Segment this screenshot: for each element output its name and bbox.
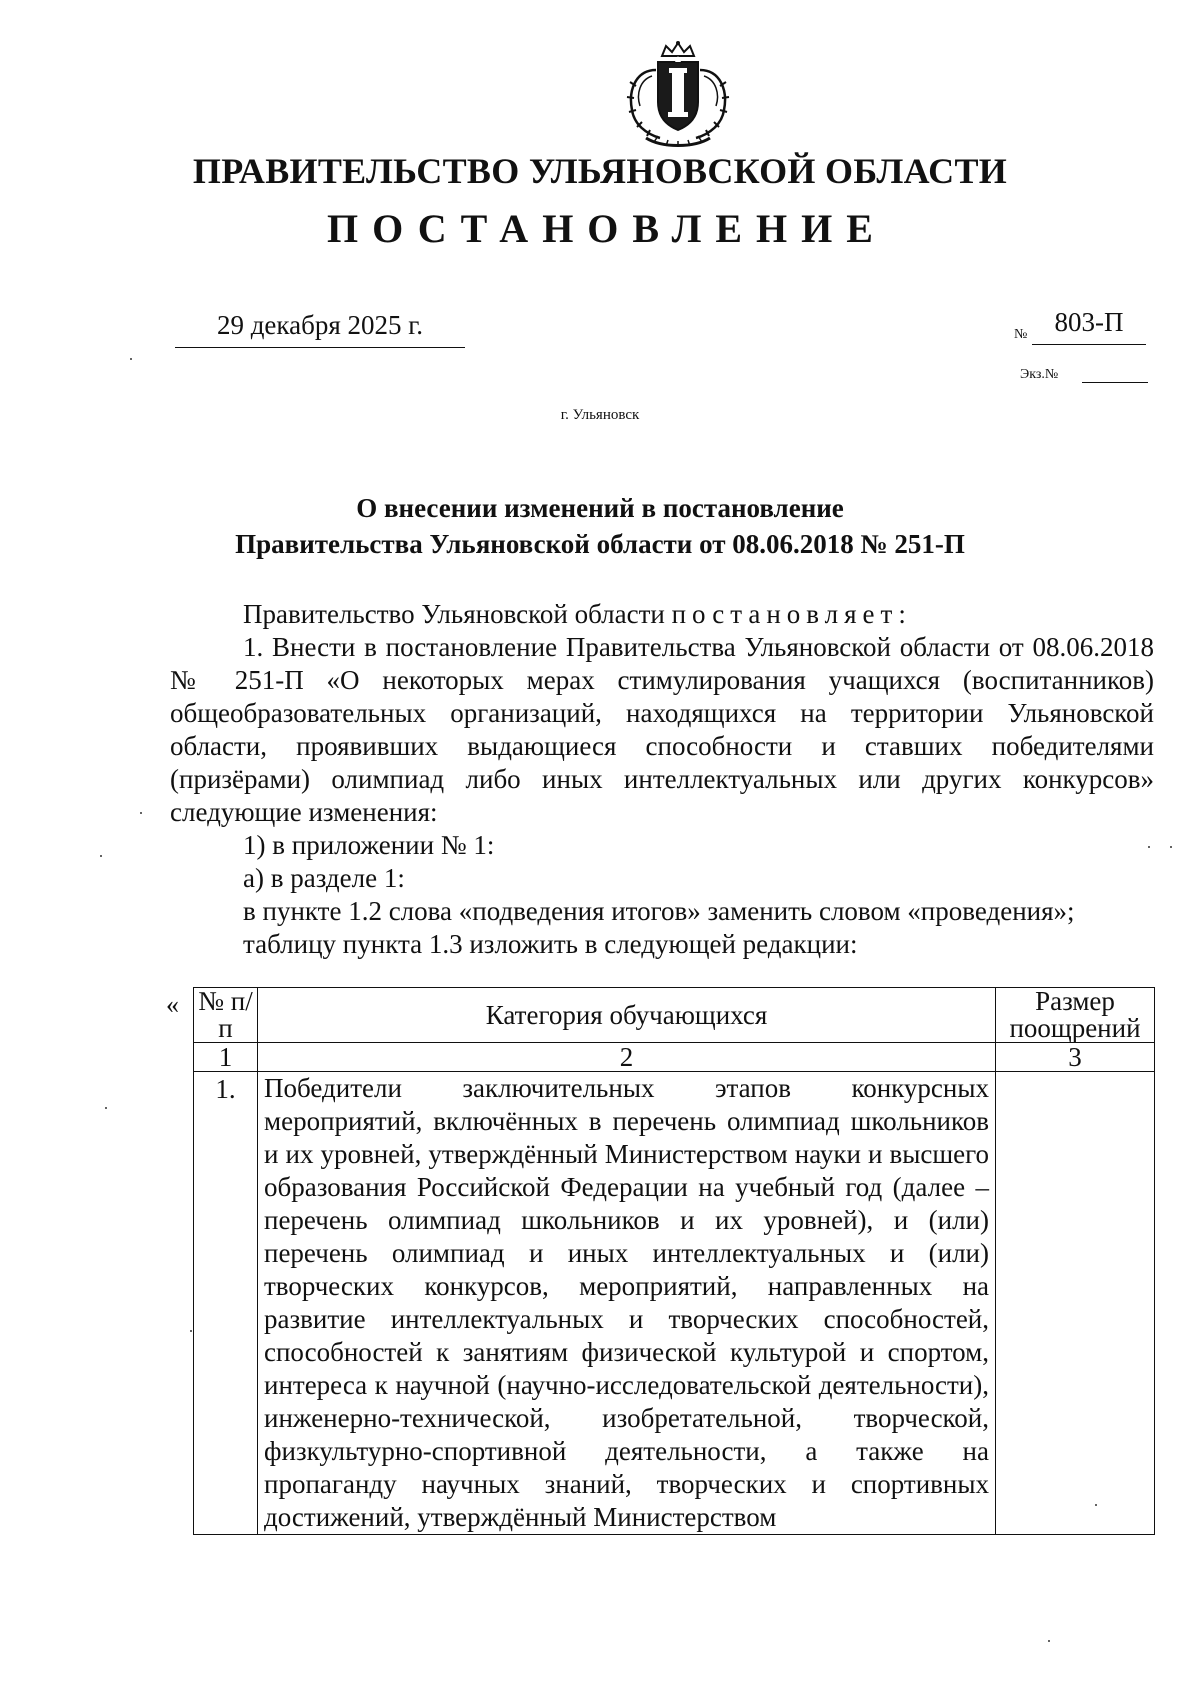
copy-number-label: Экз.№ (1020, 367, 1059, 382)
header-amount: Размер поощрений (996, 988, 1155, 1043)
document-number: 803-П (1032, 307, 1146, 345)
column-number: 1 (194, 1043, 258, 1072)
row-category: Победители заключительных этапов конкурсных мероприятий, включённых в перечень олимпиад школьников и их уровней, утверждённый Министерством науки и высшего образования Российской Федерации на учебный год (далее – перечень олимпиад школьников и их уровней), и (или) перечень олимпиад и иных интеллектуальных и (или) творческих конкурсов, мероприятий, направленных на развитие интеллектуальных и творческих способностей, способностей к занятиям физической культурой и спортом, интереса к научной (научно-исследовательской деятельности), инженерно-технической, изобретательной, творческой, физкультурно-спортивной деятельности, а также на пропаганду научных знаний, творческих и спортивных достижений, утверждённый Министерством (258, 1072, 996, 1535)
table-header-row (194, 988, 1155, 1043)
scan-speck (140, 812, 142, 814)
column-number-row (194, 1043, 1155, 1072)
header-category: Категория обучающихся (258, 988, 996, 1043)
document-date: 29 декабря 2025 г. (175, 310, 465, 348)
paragraph-sub-a: а) в разделе 1: (243, 863, 405, 893)
row-number: 1. (194, 1072, 258, 1535)
paragraph-change-2: таблицу пункта 1.3 изложить в следующей редакции: (243, 929, 858, 959)
table-row (194, 1072, 1155, 1535)
copy-number-blank (1082, 382, 1148, 383)
document-heading (0, 490, 1200, 562)
government-title: ПРАВИТЕЛЬСТВО УЛЬЯНОВСКОЙ ОБЛАСТИ (192, 151, 1008, 191)
paragraph-item-1: 1. Внести в постановление Правительства Ульяновской области от 08.06.2018 № 251-П «О некоторых мерах стимулирования учащихся (воспитанников) общеобразовательных организаций, находящихся на территории Ульяновской области, проявивших выдающиеся способности и ставших победителями (призёрами) олимпиад либо иных интеллектуальных или других конкурсов» следующие изменения: (170, 632, 1154, 827)
scan-speck (100, 855, 102, 857)
heading-line-2: Правительства Ульяновской области от 08.06.2018 № 251-П (235, 529, 965, 559)
preamble-verb: постановляет (671, 599, 899, 629)
column-number: 3 (996, 1043, 1155, 1072)
column-number: 2 (258, 1043, 996, 1072)
header-num: № п/п (194, 988, 258, 1043)
body-text (170, 598, 1154, 961)
number-label: № (1014, 327, 1028, 342)
scan-speck (1048, 1640, 1050, 1642)
rewards-table (193, 987, 1155, 1535)
paragraph-sub-1: 1) в приложении № 1: (243, 830, 495, 860)
preamble-text: Правительство Ульяновской области (243, 599, 672, 629)
opening-quote: « (166, 990, 179, 1019)
coat-of-arms-icon (616, 40, 740, 152)
document-type: ПОСТАНОВЛЕНИЕ (327, 206, 887, 251)
scan-speck (130, 358, 132, 360)
scan-speck (1148, 846, 1150, 848)
scan-speck (1170, 846, 1172, 848)
row-amount (996, 1072, 1155, 1535)
heading-line-1: О внесении изменений в постановление (356, 493, 844, 523)
preamble (170, 598, 1154, 631)
preamble-colon: : (898, 599, 906, 629)
scan-speck (190, 1330, 192, 1332)
scan-speck (1095, 1504, 1097, 1506)
scan-speck (105, 1107, 107, 1109)
paragraph-change-1: в пункте 1.2 слова «подведения итогов» заменить словом «проведения»; (243, 896, 1075, 926)
city: г. Ульяновск (560, 407, 640, 423)
